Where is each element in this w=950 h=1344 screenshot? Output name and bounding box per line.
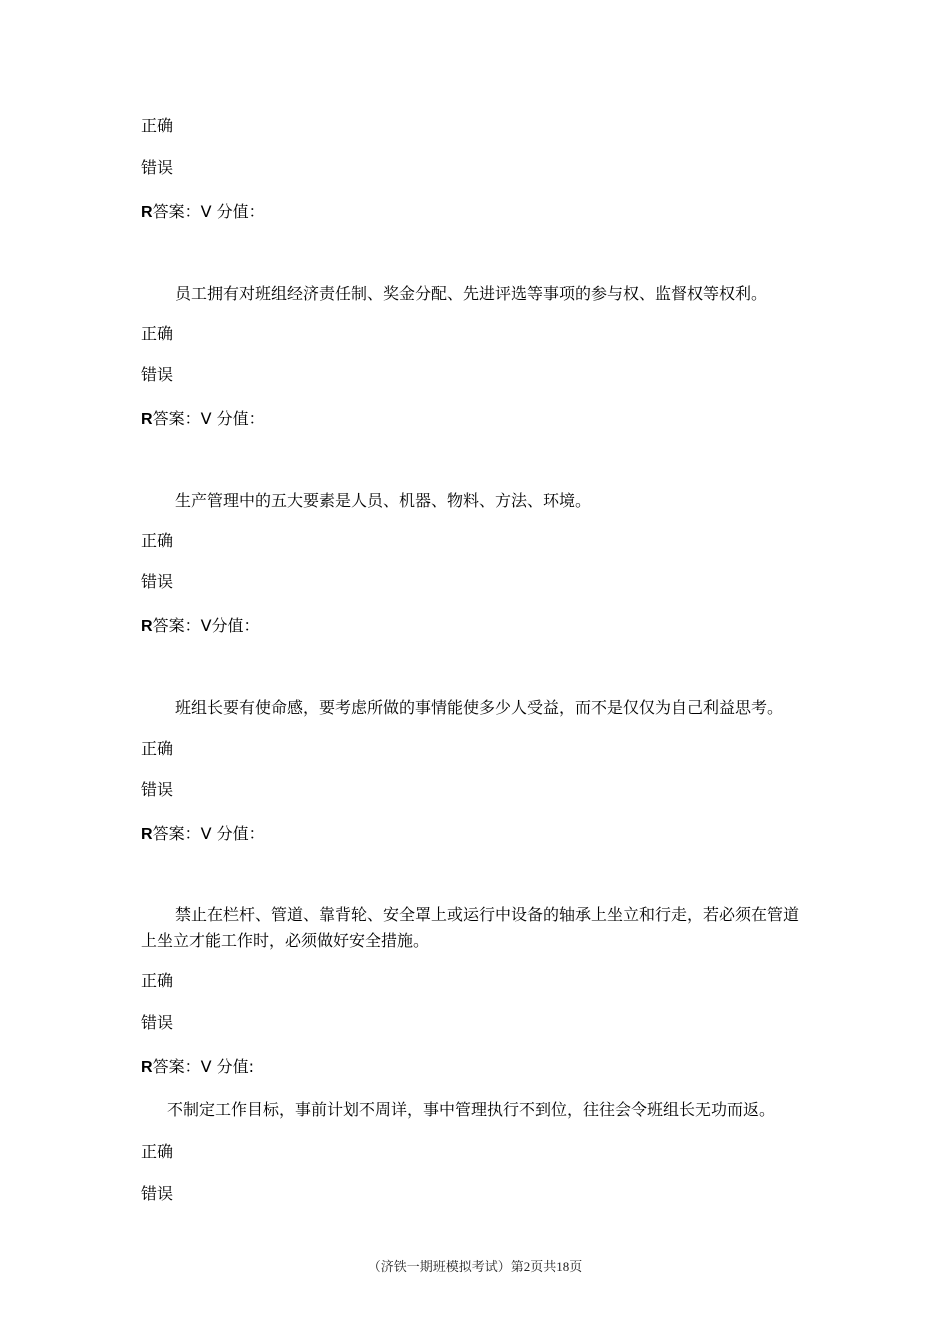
option-wrong: 错误 xyxy=(141,158,174,177)
option-correct: 正确 xyxy=(141,1142,174,1161)
answer-marker: R xyxy=(141,204,153,221)
option-wrong: 错误 xyxy=(141,1184,174,1203)
answer-line xyxy=(141,824,265,845)
option-correct: 正确 xyxy=(141,116,174,135)
question-text: 不制定工作目标，事前计划不周详，事中管理执行不到位，往往会令班组长无功而返。 xyxy=(167,1100,776,1119)
option-correct: 正确 xyxy=(141,531,174,550)
option-wrong: 错误 xyxy=(141,780,174,799)
option-correct: 正确 xyxy=(141,971,174,990)
question-text: 生产管理中的五大要素是人员、机器、物料、方法、环境。 xyxy=(175,491,592,510)
answer-text: 答案：V 分值： xyxy=(152,824,265,843)
answer-text: 答案：V 分值： xyxy=(152,202,265,221)
answer-line xyxy=(141,202,265,223)
answer-line xyxy=(141,409,265,430)
answer-line xyxy=(141,1057,254,1078)
option-correct: 正确 xyxy=(141,324,174,343)
option-wrong: 错误 xyxy=(141,365,174,384)
option-correct: 正确 xyxy=(141,739,174,758)
option-wrong: 错误 xyxy=(141,572,174,591)
answer-text: 答案：V 分值: xyxy=(152,1057,254,1076)
question-text: 员工拥有对班组经济责任制、奖金分配、先进评选等事项的参与权、监督权等权利。 xyxy=(175,284,768,303)
question-text: 班组长要有使命感，要考虑所做的事情能使多少人受益，而不是仅仅为自己利益思考。 xyxy=(175,698,784,717)
answer-marker: R xyxy=(141,1059,153,1076)
answer-text: 答案：V分值： xyxy=(152,616,260,635)
option-wrong: 错误 xyxy=(141,1013,174,1032)
answer-line xyxy=(141,616,260,637)
answer-marker: R xyxy=(141,826,153,843)
page-footer: （济铁一期班模拟考试）第2页共18页 xyxy=(367,1259,583,1274)
answer-marker: R xyxy=(141,618,153,635)
answer-marker: R xyxy=(141,411,153,428)
question-text: 禁止在栏杆、管道、靠背轮、安全罩上或运行中设备的轴承上坐立和行走，若必须在管道上坐立才能工作时，必须做好安全措施。 xyxy=(141,905,800,950)
answer-text: 答案：V 分值： xyxy=(152,409,265,428)
